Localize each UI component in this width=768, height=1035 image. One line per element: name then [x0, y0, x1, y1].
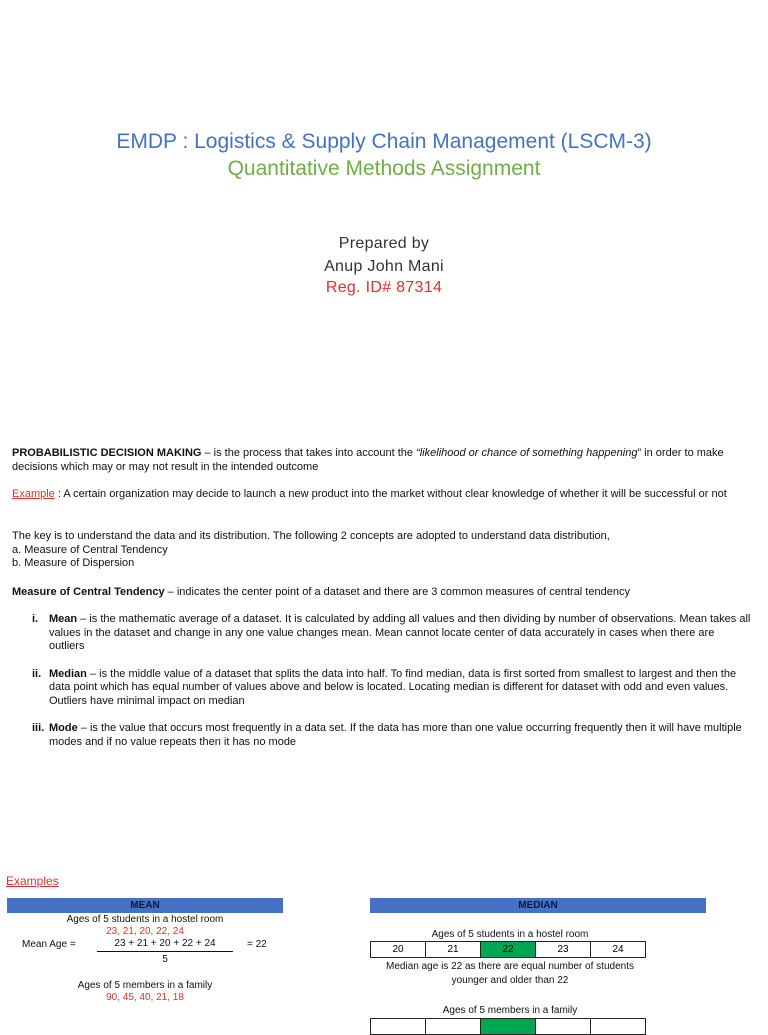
prepared-by-label: Prepared by: [338, 235, 430, 252]
example-label: Example: [12, 488, 55, 500]
table-row: [371, 1019, 646, 1035]
age-cell-median: [481, 1019, 536, 1035]
example-paragraph: [12, 488, 756, 502]
list-item-term: Mode: [49, 722, 78, 734]
list-item-term: Median: [49, 667, 87, 680]
age-cell: [536, 1019, 591, 1035]
median-header: MEDIAN: [370, 898, 706, 913]
table-row: [371, 942, 646, 958]
mean-example-panel: [7, 898, 283, 1003]
p3-intro: The key is to understand the data and its distribution. The following 2 concepts are adopted to understand data distribution,: [12, 530, 610, 542]
age-cell-median: 22: [481, 942, 536, 958]
age-cell: 23: [536, 942, 591, 958]
list-item-text: – is the value that occurs most frequently in a data set. If the data has more than one value occurring frequently then it will have multiple modes and if no value repeats then it has no mode: [49, 722, 742, 748]
document-subtitle: Quantitative Methods Assignment: [227, 157, 541, 180]
registration-id: Reg. ID# 87314: [325, 279, 443, 296]
mean-formula-denominator: 5: [162, 954, 168, 965]
examples-heading: Examples: [6, 874, 59, 888]
age-cell: [426, 1019, 481, 1035]
author-name: Anup John Mani: [324, 258, 444, 275]
age-cell: 21: [426, 942, 481, 958]
list-item-number: iii.: [32, 722, 45, 734]
mean-formula-result: = 22: [247, 939, 267, 950]
median-ages-table: [370, 941, 646, 958]
probabilistic-decision-paragraph: [12, 447, 756, 474]
term-central-tendency: Measure of Central Tendency: [12, 586, 165, 598]
median-family-table: [370, 1018, 646, 1035]
mean-formula-numerator: 23 + 21 + 20 + 22 + 24: [97, 938, 233, 952]
mean-formula: [7, 937, 283, 967]
list-item: [32, 668, 752, 709]
mean-values-students: 23, 21, 20, 22, 24: [106, 926, 184, 937]
median-caption-students: Ages of 5 students in a hostel room: [431, 929, 589, 940]
p3-item-b: b. Measure of Dispersion: [12, 557, 135, 569]
data-distribution-paragraph: [12, 530, 756, 571]
mean-caption-students: Ages of 5 students in a hostel room: [66, 914, 224, 925]
list-item-number: ii.: [32, 667, 42, 680]
mean-header: MEAN: [7, 898, 283, 913]
mean-caption-family: Ages of 5 members in a family: [77, 980, 213, 991]
p4-text: – indicates the center point of a dataset and there are 3 common measures of central tendency: [164, 586, 630, 598]
p1-dash-text: – is the process that takes into account the: [201, 447, 417, 459]
list-item-text: – is the mathematic average of a dataset. It is calculated by adding all values and then dividing by number of observations. Mean takes all values in the dataset and change in any one value changes mean. Mean cannot locate center of data accurately in cases when there are outliers: [49, 613, 751, 652]
p1-rest-text: ” in order to make decisions which may or may not result in the intended outcome: [12, 447, 724, 473]
list-item-term: Mean: [49, 613, 78, 625]
list-item: [32, 613, 752, 654]
p3-item-a: a. Measure of Central Tendency: [12, 543, 168, 556]
age-cell: 24: [591, 942, 646, 958]
median-explanation: Median age is 22 as there are equal number of students younger and older than 22: [386, 961, 634, 986]
mean-values-family: 90, 45, 40, 21, 18: [106, 992, 184, 1003]
age-cell: [591, 1019, 646, 1035]
list-item: [32, 722, 752, 749]
median-caption-family: Ages of 5 members in a family: [442, 1005, 578, 1016]
term-probabilistic-decision-making: PROBABILISTIC DECISION MAKING: [12, 447, 202, 459]
mean-formula-label: Mean Age =: [22, 939, 76, 950]
median-example-panel: [370, 898, 706, 1035]
central-tendency-paragraph: [12, 586, 756, 600]
age-cell: 20: [371, 942, 426, 958]
list-item-text: – is the middle value of a dataset that splits the data into half. To find median, data is first sorted from smallest to largest and then the data point which has equal number of values above and below is located. Locating median is different for dataset with odd and even values. Outliers have minimal impact on median: [49, 667, 737, 707]
example-text: : A certain organization may decide to launch a new product into the market without clear knowledge of whether it will be successful or not: [54, 488, 727, 500]
p1-quote-text: “likelihood or chance of something happening: [416, 447, 638, 459]
central-tendency-list: [32, 613, 752, 763]
list-item-number: i.: [32, 613, 39, 625]
age-cell: [371, 1019, 426, 1035]
document-title: EMDP : Logistics & Supply Chain Management (LSCM-3): [116, 130, 652, 153]
